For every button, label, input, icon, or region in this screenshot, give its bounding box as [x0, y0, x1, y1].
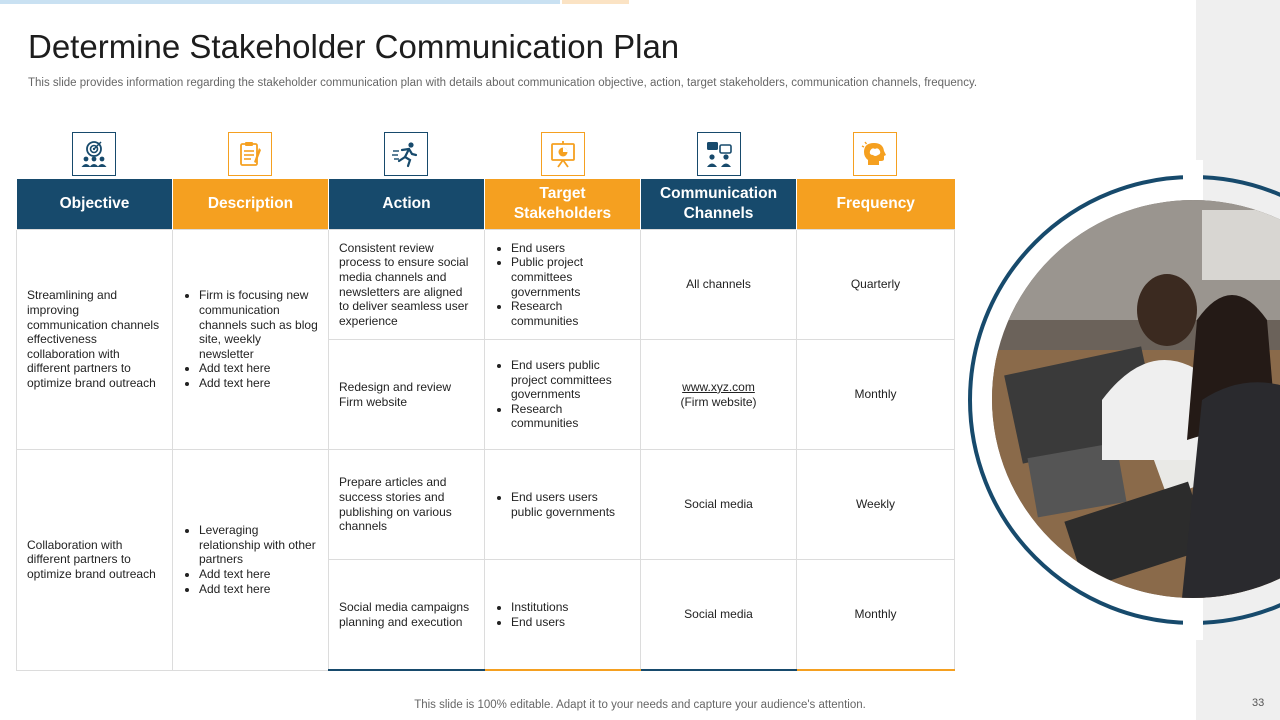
slide-subtitle: This slide provides information regarding the stakeholder communication plan with details about communication objective, action, target stakeholders, communication channels, frequency. [28, 77, 978, 89]
running-person-icon [384, 132, 428, 176]
header-communication-channels: Communication Channels [641, 179, 797, 230]
header-objective: Objective [17, 179, 173, 230]
action-cell: Redesign and review Firm website [329, 340, 485, 450]
description-bullet: • Add text here [199, 582, 318, 597]
channel-cell [641, 340, 797, 450]
target-people-icon [72, 132, 116, 176]
frequency-cell: Quarterly [797, 230, 955, 340]
description-bullet: • Firm is focusing new communication channels such as blog site, weekly newsletter [199, 288, 318, 361]
action-cell: Social media campaigns planning and execution [329, 560, 485, 671]
top-accent-bar-blue [0, 0, 560, 4]
table-row [17, 230, 955, 340]
objective-cell: Streamlining and improving communication channels effectiveness collaboration with different partners to optimize brand outreach [17, 230, 173, 450]
header-frequency: Frequency [797, 179, 955, 230]
communication-plan-table [16, 179, 955, 671]
stakeholder-bullet: • End users users public governments [511, 490, 630, 519]
table-row [17, 450, 955, 560]
stakeholder-bullet: • Research communities [511, 299, 630, 328]
channel-note: (Firm website) [680, 394, 757, 409]
description-bullet: • Add text here [199, 376, 318, 391]
channel-cell: Social media [641, 560, 797, 671]
header-target-stakeholders: Target Stakeholders [485, 179, 641, 230]
stakeholders-cell [485, 560, 641, 671]
stakeholder-bullet: • End users public project committees governments [511, 358, 630, 402]
slide-title: Determine Stakeholder Communication Plan [28, 28, 680, 65]
description-bullet: • Add text here [199, 567, 318, 582]
stakeholder-bullet: • End users [511, 615, 630, 630]
header-action: Action [329, 179, 485, 230]
stakeholder-bullet: • Public project committees governments [511, 255, 630, 299]
frequency-cell: Monthly [797, 560, 955, 671]
stakeholders-cell [485, 230, 641, 340]
header-description: Description [173, 179, 329, 230]
action-cell: Prepare articles and success stories and publishing on various channels [329, 450, 485, 560]
presentation-board-icon [541, 132, 585, 176]
stakeholders-cell [485, 450, 641, 560]
top-accent-bar-orange [562, 0, 629, 4]
description-cell [173, 450, 329, 671]
firm-website-link[interactable]: www.xyz.com [682, 379, 755, 394]
page-number: 33 [1252, 697, 1265, 709]
action-cell: Consistent review process to ensure social media channels and newsletters are aligned to deliver seamless user experience [329, 230, 485, 340]
channel-cell: Social media [641, 450, 797, 560]
clipboard-icon [228, 132, 272, 176]
description-bullet: • Add text here [199, 361, 318, 376]
table-header-row [17, 179, 955, 230]
slide-footer: This slide is 100% editable. Adapt it to your needs and capture your audience's attention. [414, 699, 866, 711]
stakeholders-cell [485, 340, 641, 450]
frequency-cell: Weekly [797, 450, 955, 560]
chat-people-icon [697, 132, 741, 176]
stakeholder-bullet: • Research communities [511, 402, 630, 431]
stakeholder-bullet: • Institutions [511, 600, 630, 615]
brain-head-icon [853, 132, 897, 176]
description-bullet: • Leveraging relationship with other partners [199, 523, 318, 567]
stakeholder-bullet: • End users [511, 241, 630, 256]
frequency-cell: Monthly [797, 340, 955, 450]
objective-cell: Collaboration with different partners to optimize brand outreach [17, 450, 173, 671]
description-cell [173, 230, 329, 450]
channel-cell: All channels [641, 230, 797, 340]
